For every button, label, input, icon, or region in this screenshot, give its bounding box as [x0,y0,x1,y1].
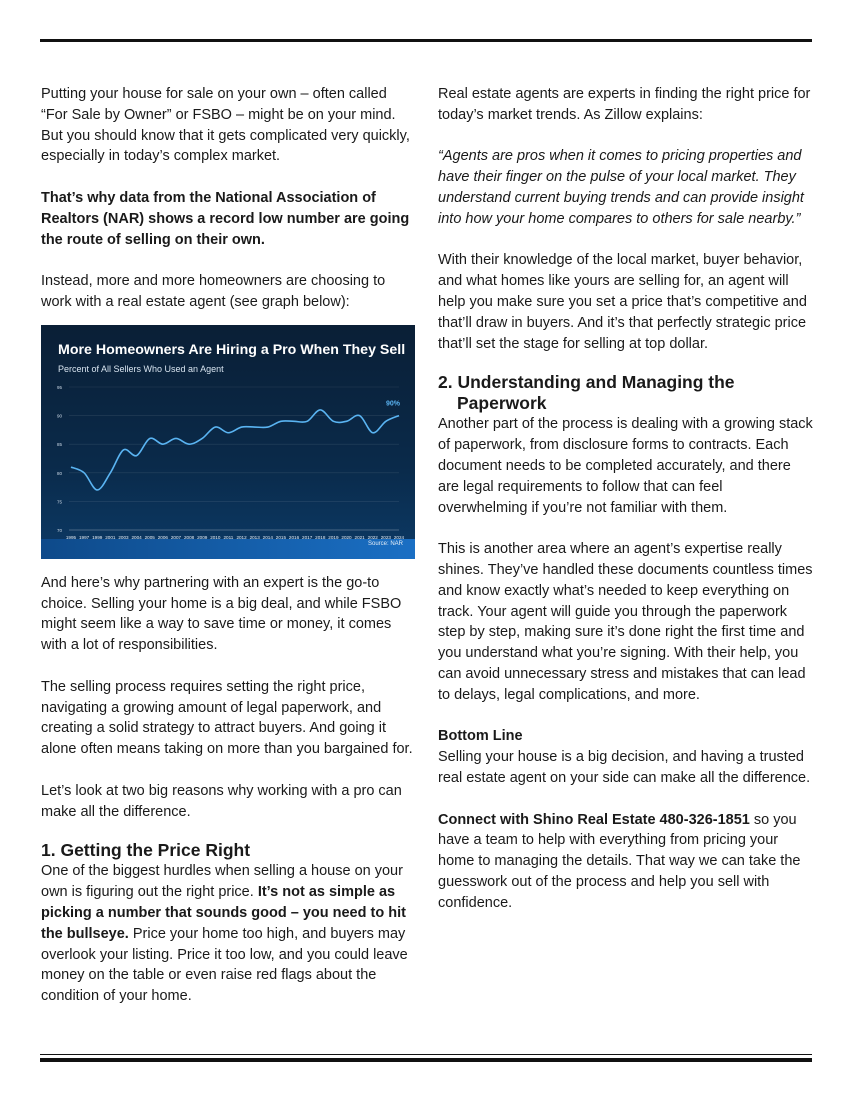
bottom-line-paragraph: Selling your house is a big decision, and having a trusted real estate agent on your side can make all the difference. [438,749,811,786]
x-tick-label: 2011 [223,534,234,540]
x-tick-label: 2016 [288,534,300,540]
selling-process-paragraph: The selling process requires setting the right price, navigating a growing amount of legal paperwork, and creating a solid strategy to attract buyers. And going it alone often means taking on more than you bargained for. [41,678,413,758]
y-tick-label: 75 [57,499,63,505]
price-text-b: Price your home too high, and buyers may overlook your listing. Price it too low, and you could leave money on the table or even raise red flags about the condition of your home. [41,925,408,1005]
x-tick-label: 2004 [131,534,142,540]
x-tick-label: 2023 [380,534,391,540]
x-tick-label: 2006 [157,534,168,540]
series-line [71,410,399,490]
x-tick-label: 2013 [249,534,260,540]
bottom-line-heading: Bottom Line [438,728,523,745]
x-tick-label: 1997 [79,534,90,540]
agents-experts-paragraph: Real estate agents are experts in finding the right price for today’s market trends. As Zillow explains: [438,86,811,123]
y-tick-label: 80 [57,470,63,476]
x-tick-label: 2012 [236,534,247,540]
connect-cta: Connect with Shino Real Estate 480-326-1851 [438,811,750,828]
chart-subtitle: Percent of All Sellers Who Used an Agent [58,363,224,374]
price-text-a: One of the biggest hurdles when selling a house on your own is figuring out the right price. [41,863,403,901]
connect-text: so you have a team to help with everything from pricing your home to managing the details. That way we can take the guesswork out of the process and help you sell with confidence. [438,811,801,911]
bottom-rule-thin [40,1054,812,1055]
paperwork-heading: 2. Understanding and Managing the Paperwork [438,372,735,414]
chart-title: More Homeowners Are Hiring a Pro When They Sell [58,341,406,358]
chart-plot [41,325,415,559]
x-tick-label: 2010 [210,534,221,540]
x-tick-label: 2020 [341,534,352,540]
two-reasons-paragraph: Let’s look at two big reasons why working with a pro can make all the difference. [41,782,402,820]
right-column [438,84,814,934]
left-column [41,84,413,1007]
x-tick-label: 2022 [367,534,378,540]
bottom-rule-thick [40,1058,812,1062]
y-tick-label: 85 [57,441,63,447]
x-tick-label: 2019 [328,534,339,540]
intro-paragraph: Putting your house for sale on your own – often called “For Sale by Owner” or FSBO – might be on your mind. But you should know that it gets complicated very quickly, especially in today’s complex market. [41,86,410,165]
top-rule [40,39,812,42]
paperwork-paragraph: Another part of the process is dealing with a growing stack of paperwork, from disclosure forms to contracts. Each document needs to be completed accurately, and there are legal requirements to follow that can feel overwhelming if you’re not familiar with them. [438,416,813,516]
agent-usage-chart [41,325,415,559]
graph-intro-paragraph: Instead, more and more homeowners are choosing to work with a real estate agent (see graph below): [41,273,386,310]
y-tick-label: 95 [57,384,63,390]
chart-source: Source: NAR [367,540,403,547]
price-paragraph [41,861,413,1007]
expert-paragraph: And here’s why partnering with an expert is the go-to choice. Selling your home is a big deal, and while FSBO might seem like a way to save time or money, it comes with a lot of responsibilities. [41,574,402,654]
nar-highlight-paragraph: That’s why data from the National Association of Realtors (NAR) shows a record low number are going the route of selling on their own. [41,189,410,248]
y-tick-label: 90 [57,413,63,419]
x-tick-label: 1999 [92,534,103,540]
x-tick-label: 2008 [183,534,195,540]
x-tick-label: 1995 [65,534,77,540]
x-tick-label: 2018 [315,534,326,540]
x-tick-label: 2024 [393,534,405,540]
price-text-bold: It’s not as simple as picking a number that sounds good – you need to hit the bullseye. [41,884,406,942]
x-tick-label: 2017 [302,534,313,540]
x-tick-label: 2007 [170,534,182,540]
x-tick-label: 2015 [275,534,287,540]
x-tick-label: 2001 [105,534,116,540]
x-tick-label: 2014 [262,534,273,540]
end-value-label: 90% [385,400,401,408]
x-tick-label: 2021 [354,534,365,540]
x-tick-label: 2003 [118,534,129,540]
connect-paragraph [438,810,814,914]
price-heading: 1. Getting the Price Right [41,840,251,861]
y-tick-label: 70 [57,527,63,533]
x-tick-label: 2009 [197,534,208,540]
zillow-quote: “Agents are pros when it comes to pricing properties and have their finger on the pulse of your local market. They understand current buying trends and can provide insight into how your home compares to others for sale nearby.” [438,148,804,227]
x-tick-label: 2005 [144,534,155,540]
market-knowledge-paragraph: With their knowledge of the local market, buyer behavior, and what homes like yours are selling for, an agent will help you make sure you set a price that’s competitive and that’ll draw in buyers. And it’s that perfectly strategic price that’ll set the stage for selling at top dollar. [438,252,807,352]
agent-expertise-paragraph: This is another area where an agent’s expertise really shines. They’ve handled these documents countless times and know exactly what’s needed to keep everything on track. Your agent will guide you through the paperwork step by step, making sure it’s done right the first time and you understand what you’re signing. With their help, you can avoid unnecessary stress and mistakes that can lead to delays, legal complications, and more. [438,541,813,703]
